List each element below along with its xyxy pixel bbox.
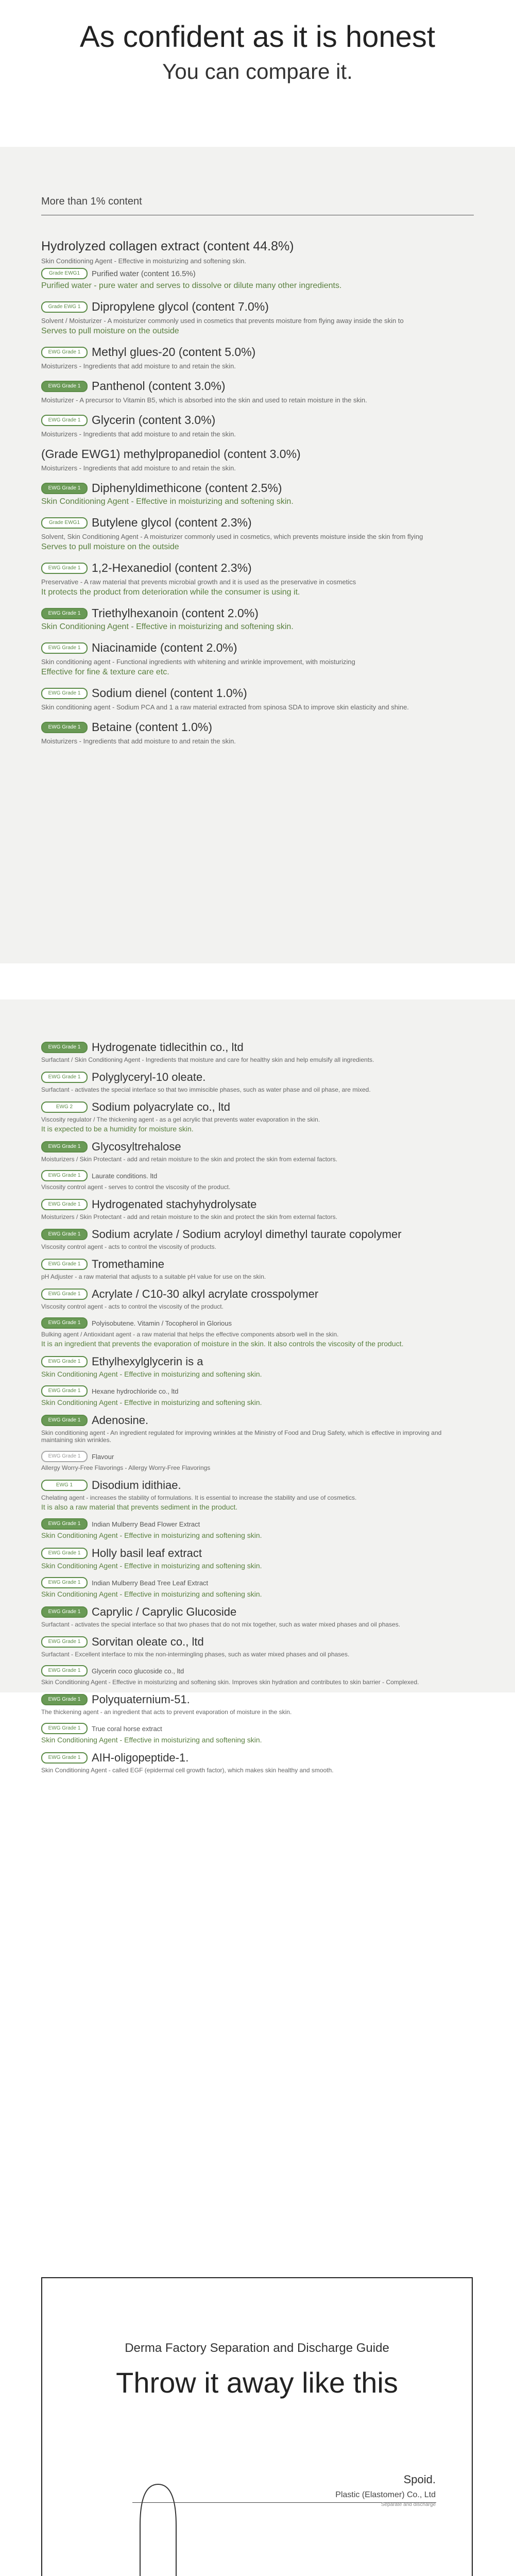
ingredient-note: It is an ingredient that prevents the evaporation of moisture in the skin. It also controls the viscosity of the product. (41, 1340, 404, 1348)
ingredient-description: Preservative - A raw material that prevents microbial growth and it is used as the preservative in cosmetics (41, 578, 356, 586)
ingredient-description: Skin Conditioning Agent - called EGF (epidermal cell growth factor), which makes skin healthy and smooth. (41, 1767, 334, 1774)
ingredient-description: Viscosity regulator / The thickening agent - as a gel acrylic that prevents water evaporation in the skin. (41, 1116, 320, 1123)
ingredient-row (41, 1451, 474, 1471)
ingredient-name: Polyquaternium-51. (92, 1693, 190, 1706)
ingredient-note: Serves to pull moisture on the outside (41, 327, 179, 335)
ingredient-header (41, 1258, 474, 1271)
ingredient-row (41, 1605, 474, 1628)
ingredient-row (41, 641, 474, 677)
part-note: Separate and discharge (381, 2502, 436, 2507)
ingredient-name: Hydrogenated stachyhydrolysate (92, 1198, 257, 1211)
ingredient-note: Skin Conditioning Agent - Effective in moisturizing and softening skin. (41, 1370, 262, 1378)
ingredient-row (41, 606, 474, 632)
ingredient-row (41, 1100, 474, 1133)
ingredient-header (41, 1041, 474, 1054)
ingredient-description: Skin conditioning agent - An ingredient regulated for improving wrinkles at the Ministry of Food and Drug Safety, which is effective in improving and maintaining skin wrinkles. (41, 1429, 442, 1444)
ingredient-description: Viscosity control agent - acts to control the viscosity of the product. (41, 1303, 224, 1310)
ingredient-name: Tromethamine (92, 1258, 165, 1270)
ingredient-name: Methyl glues-20 (content 5.0%) (92, 345, 256, 359)
ingredient-description: Moisturizers / Skin Protectant - add and retain moisture to the skin and protect the skin from external factors. (41, 1213, 337, 1221)
ewg-grade-badge: EWG Grade 1 (41, 415, 88, 426)
part-spoid (335, 2473, 436, 2507)
ingredient-row (41, 300, 474, 336)
ingredient-description: pH Adjuster - a raw material that adjusts to a suitable pH value for use on the skin. (41, 1273, 266, 1280)
ingredient-row (41, 1635, 474, 1658)
bottle-illustration (104, 2469, 259, 2576)
ingredient-description: Solvent, Skin Conditioning Agent - A moisturizer commonly used in cosmetics, which prevents moisture inside the skin from flying (41, 533, 423, 540)
ingredient-name: Panthenol (content 3.0%) (92, 379, 226, 393)
hero-subtitle: You can compare it. (162, 59, 353, 83)
ewg-grade-badge: EWG Grade 1 (41, 1636, 88, 1648)
ingredient-row (41, 239, 474, 291)
ingredient-note: Purified water - pure water and serves to dissolve or dilute many other ingredients. (41, 281, 342, 290)
ingredient-list-minor (41, 1041, 474, 1774)
ewg-grade-badge: EWG Grade 1 (41, 1289, 88, 1300)
ingredient-header (41, 300, 474, 314)
ingredient-row (41, 345, 474, 370)
ingredient-note: Skin Conditioning Agent - Effective in moisturizing and softening skin. (41, 622, 294, 631)
ingredient-header (41, 1665, 474, 1676)
ingredient-row (41, 1170, 474, 1191)
ingredient-header (41, 481, 474, 495)
ewg-grade-badge: EWG 1 (41, 1480, 88, 1491)
ewg-grade-badge: EWG Grade 1 (41, 642, 88, 654)
ewg-grade-badge: EWG Grade 1 (41, 347, 88, 358)
ingredient-header (41, 561, 474, 575)
ingredient-name: Acrylate / C10-30 alkyl acrylate crosspolymer (92, 1287, 319, 1300)
ingredient-name: Holly basil leaf extract (92, 1547, 202, 1560)
ingredient-description: Solvent / Moisturizer - A moisturizer commonly used in cosmetics that prevents moisture from flying away inside the skin to (41, 317, 404, 325)
ingredient-name-small: Indian Mulberry Bead Flower Extract (92, 1520, 200, 1528)
ingredient-name: Disodium idithiae. (92, 1479, 181, 1492)
ingredient-header (41, 1635, 474, 1649)
ingredient-description: The thickening agent - an ingredient that acts to prevent evaporation of moisture in the skin. (41, 1708, 292, 1716)
ingredient-row (41, 1317, 474, 1348)
ingredient-row (41, 379, 474, 404)
ingredient-header (41, 345, 474, 359)
part-name: Spoid. (403, 2473, 436, 2486)
ingredient-description: Moisturizers / Skin Protectant - add and retain moisture to the skin and protect the skin from external factors. (41, 1156, 337, 1163)
ingredient-header (41, 1751, 474, 1765)
disposal-guide (41, 2277, 473, 2576)
ewg-grade-badge: EWG Grade 1 (41, 1577, 88, 1588)
ingredient-row (41, 1140, 474, 1163)
ewg-grade-badge: Grade EWG1 (41, 517, 88, 529)
ingredient-row (41, 1665, 474, 1686)
ewg-grade-badge: EWG Grade 1 (41, 483, 88, 494)
ingredient-row (41, 686, 474, 711)
ingredient-header (41, 239, 474, 254)
ingredient-name: Sorvitan oleate co., ltd (92, 1635, 204, 1648)
guide-headline: Throw it away like this (116, 2366, 398, 2399)
ingredient-header (41, 413, 474, 427)
ingredient-row (41, 1518, 474, 1539)
ewg-grade-badge: EWG Grade 1 (41, 1356, 88, 1367)
ingredient-row (41, 1414, 474, 1444)
ewg-grade-badge: EWG Grade 1 (41, 1042, 88, 1053)
ingredient-description: Skin conditioning agent - Functional ingredients with whitening and wrinkle improvement, with moisturizing (41, 658, 355, 666)
ingredient-note: It is expected to be a humidity for moisture skin. (41, 1125, 194, 1133)
ingredient-name: Glycosyltrehalose (92, 1140, 181, 1153)
ingredient-name-small: Hexane hydrochloride co., ltd (92, 1387, 179, 1395)
ingredient-row (41, 1751, 474, 1774)
ewg-grade-badge: EWG Grade 1 (41, 1072, 88, 1083)
ingredient-name: Hydrolyzed collagen extract (content 44.8%) (41, 239, 294, 253)
ingredient-header (41, 1693, 474, 1706)
ewg-grade-badge: EWG Grade 1 (41, 1518, 88, 1530)
ingredient-header (41, 606, 474, 620)
ewg-grade-badge: EWG Grade 1 (41, 1385, 88, 1397)
ingredient-description: Viscosity control agent - serves to control the viscosity of the product. (41, 1183, 231, 1191)
ingredient-note: Skin Conditioning Agent - Effective in moisturizing and softening skin. (41, 1562, 262, 1570)
ingredient-row (41, 1479, 474, 1511)
sub-ingredient-name: Purified water (content 16.5%) (92, 269, 196, 278)
ingredient-description: Moisturizers - Ingredients that add moisture to and retain the skin. (41, 737, 236, 745)
ingredient-description: Viscosity control agent - acts to control the viscosity of products. (41, 1243, 216, 1250)
ingredients-panel-major (0, 147, 515, 963)
ingredient-row (41, 481, 474, 506)
ingredient-description: Skin Conditioning Agent - Effective in moisturizing and softening skin. (41, 257, 246, 265)
ingredient-name: Niacinamide (content 2.0%) (92, 641, 237, 654)
hero (0, 0, 515, 134)
ingredient-header (41, 1198, 474, 1211)
ingredient-name: AIH-oligopeptide-1. (92, 1751, 189, 1764)
ingredient-list (41, 239, 474, 745)
ingredient-row (41, 1228, 474, 1250)
ingredient-name: Diphenyldimethicone (content 2.5%) (92, 481, 282, 495)
ingredient-name: Dipropylene glycol (content 7.0%) (92, 300, 269, 313)
ingredient-name: Triethylhexanoin (content 2.0%) (92, 606, 259, 620)
spoid-bulb (140, 2484, 176, 2576)
ingredient-row (41, 1071, 474, 1093)
ingredient-name-small: Polyisobutene. Vitamin / Tocopherol in Glorious (92, 1319, 232, 1327)
ingredient-description: Allergy Worry-Free Flavorings - Allergy Worry-Free Flavorings (41, 1464, 211, 1471)
ingredient-header (41, 1518, 474, 1530)
ingredient-name-small: Flavour (92, 1452, 114, 1461)
ingredient-name: Polyglyceryl-10 oleate. (92, 1071, 206, 1083)
ewg-grade-badge: EWG Grade 1 (41, 1451, 88, 1462)
ingredient-description: Chelating agent - increases the stability of formulations. It is essential to increase the stability and use of cosmetics. (41, 1494, 357, 1501)
ingredient-row (41, 447, 474, 472)
ingredient-header (41, 1577, 474, 1588)
ingredient-header (41, 1451, 474, 1462)
ingredient-header (41, 1228, 474, 1241)
ingredient-row (41, 1547, 474, 1570)
ingredient-header (41, 1723, 474, 1734)
ingredient-row (41, 1723, 474, 1744)
ingredient-header (41, 1287, 474, 1301)
hero-title: As confident as it is honest (80, 20, 435, 54)
ewg-grade-badge: EWG Grade 1 (41, 1665, 88, 1676)
ingredient-description: Surfactant - activates the special interface so that two phases that do not mix together, such as water mixed phases and oil phases. (41, 1621, 401, 1628)
ewg-grade-badge: EWG Grade 1 (41, 1606, 88, 1618)
ingredient-name: Butylene glycol (content 2.3%) (92, 516, 252, 529)
ingredient-note: Skin Conditioning Agent - Effective in moisturizing and softening skin. (41, 497, 294, 506)
ewg-grade-badge: EWG Grade 1 (41, 1752, 88, 1764)
ingredient-name: Adenosine. (92, 1414, 149, 1427)
ingredient-header (41, 686, 474, 700)
ingredient-description: Moisturizers - Ingredients that add moisture to and retain the skin. (41, 430, 236, 438)
ingredient-row (41, 1287, 474, 1310)
panel-title: More than 1% content (41, 196, 142, 207)
ewg-grade-badge: EWG Grade 1 (41, 1229, 88, 1240)
ewg-grade-badge: EWG Grade 1 (41, 1548, 88, 1559)
ingredient-description: Moisturizer - A precursor to Vitamin B5, which is absorbed into the skin and used to retain moisture in the skin. (41, 396, 367, 404)
ingredient-name: Ethylhexylglycerin is a (92, 1355, 203, 1368)
ingredient-header (41, 1071, 474, 1084)
ingredient-header (41, 1317, 474, 1329)
ingredient-name: 1,2-Hexanediol (content 2.3%) (92, 561, 252, 574)
ewg-grade-badge: Grade EWG1 (41, 268, 88, 279)
ewg-grade-badge: EWG Grade 1 (41, 688, 88, 699)
ingredient-note: Effective for fine & texture care etc. (41, 668, 169, 676)
ewg-grade-badge: EWG Grade 1 (41, 1415, 88, 1426)
ingredients-panel-minor (0, 999, 515, 1774)
sub-ingredient (41, 268, 474, 279)
ingredient-note: It is also a raw material that prevents sediment in the product. (41, 1503, 238, 1511)
ingredient-row (41, 1693, 474, 1716)
ingredient-header (41, 1479, 474, 1492)
ingredient-row (41, 413, 474, 438)
ingredient-header (41, 379, 474, 393)
ewg-grade-badge: EWG Grade 1 (41, 1694, 88, 1705)
ingredient-note: Skin Conditioning Agent - Effective in moisturizing and softening skin. (41, 1531, 262, 1539)
ingredient-name-small: Indian Mulberry Bead Tree Leaf Extract (92, 1579, 209, 1587)
ingredient-row (41, 516, 474, 552)
ingredient-description: Skin Conditioning Agent - Effective in moisturizing and softening skin. Improves skin hydration and contributes to skin barrier - Complexed. (41, 1679, 419, 1686)
ewg-grade-badge: EWG Grade 1 (41, 1141, 88, 1153)
ingredient-note: Serves to pull moisture on the outside (41, 543, 179, 551)
ingredient-header (41, 1100, 474, 1114)
ingredient-name-small: Laurate conditions. ltd (92, 1172, 158, 1180)
ewg-grade-badge: Grade EWG 1 (41, 301, 88, 313)
ewg-grade-badge: EWG Grade 1 (41, 608, 88, 619)
ingredient-header (41, 1385, 474, 1397)
ewg-grade-badge: EWG Grade 1 (41, 563, 88, 574)
ewg-grade-badge: EWG Grade 1 (41, 1199, 88, 1210)
ingredient-header (41, 1140, 474, 1154)
ingredient-description: Surfactant - Excellent interface to mix the non-intermingling phases, such as water mixed phases and oil phases. (41, 1651, 350, 1658)
part-material: Plastic (Elastomer) Co., Ltd (335, 2490, 436, 2499)
ingredient-description: Skin conditioning agent - Sodium PCA and 1 a raw material extracted from spinosa SDA to improve skin elasticity and shine. (41, 703, 409, 711)
ingredient-row (41, 1258, 474, 1280)
ingredient-header (41, 1414, 474, 1427)
ingredient-row (41, 1385, 474, 1406)
ewg-grade-badge: EWG Grade 1 (41, 722, 88, 733)
ingredient-name: Sodium dienel (content 1.0%) (92, 686, 247, 700)
ingredient-header (41, 720, 474, 734)
ingredient-header (41, 447, 474, 461)
ingredient-header (41, 1355, 474, 1368)
ingredient-row (41, 1577, 474, 1598)
ingredient-description: Moisturizers - Ingredients that add moisture to and retain the skin. (41, 464, 236, 472)
ingredient-name-small: True coral horse extract (92, 1724, 162, 1733)
ingredient-row (41, 1355, 474, 1378)
ewg-grade-badge: EWG Grade 1 (41, 1317, 88, 1329)
ewg-grade-badge: EWG Grade 1 (41, 1170, 88, 1181)
ingredient-name: Caprylic / Caprylic Glucoside (92, 1605, 237, 1618)
ewg-grade-badge: EWG Grade 1 (41, 1259, 88, 1270)
ingredient-note: Skin Conditioning Agent - Effective in moisturizing and softening skin. (41, 1736, 262, 1744)
ingredient-name: Sodium acrylate / Sodium acryloyl dimethyl taurate copolymer (92, 1228, 402, 1241)
ingredient-description: Surfactant - activates the special interface so that two immiscible phases, such as water phase and oil phase, are mixed. (41, 1086, 371, 1093)
ingredient-name-small: Glycerin coco glucoside co., ltd (92, 1667, 184, 1675)
ingredient-description: Moisturizers - Ingredients that add moisture to and retain the skin. (41, 362, 236, 370)
ingredient-description: Surfactant / Skin Conditioning Agent - Ingredients that moisture and care for healthy skin and help emulsify all ingredients. (41, 1056, 374, 1063)
ingredient-description: Bulking agent / Antioxidant agent - a raw material that helps the effective components absorb well in the skin. (41, 1331, 339, 1338)
ingredient-row (41, 1041, 474, 1063)
ingredient-note: Skin Conditioning Agent - Effective in moisturizing and softening skin. (41, 1398, 262, 1406)
ingredient-name: Sodium polyacrylate co., ltd (92, 1100, 231, 1113)
ingredient-header (41, 641, 474, 655)
ingredient-note: It protects the product from deterioration while the consumer is using it. (41, 588, 300, 597)
ewg-grade-badge: EWG Grade 1 (41, 381, 88, 392)
ingredient-name: Glycerin (content 3.0%) (92, 413, 216, 427)
ingredient-row (41, 1198, 474, 1221)
ewg-grade-badge: EWG Grade 1 (41, 1723, 88, 1734)
guide-title: Derma Factory Separation and Discharge Guide (125, 2341, 389, 2355)
ingredient-name: Betaine (content 1.0%) (92, 720, 212, 734)
ewg-grade-badge: EWG 2 (41, 1101, 88, 1113)
ingredient-note: Skin Conditioning Agent - Effective in moisturizing and softening skin. (41, 1590, 262, 1598)
ingredient-row (41, 720, 474, 745)
ingredient-header (41, 516, 474, 530)
ingredient-name: Hydrogenate tidlecithin co., ltd (92, 1041, 244, 1054)
ingredient-row (41, 561, 474, 597)
ingredient-header (41, 1547, 474, 1560)
ingredient-header (41, 1170, 474, 1181)
ingredient-header (41, 1605, 474, 1619)
ingredient-name: (Grade EWG1) methylpropanediol (content 3.0%) (41, 447, 301, 461)
